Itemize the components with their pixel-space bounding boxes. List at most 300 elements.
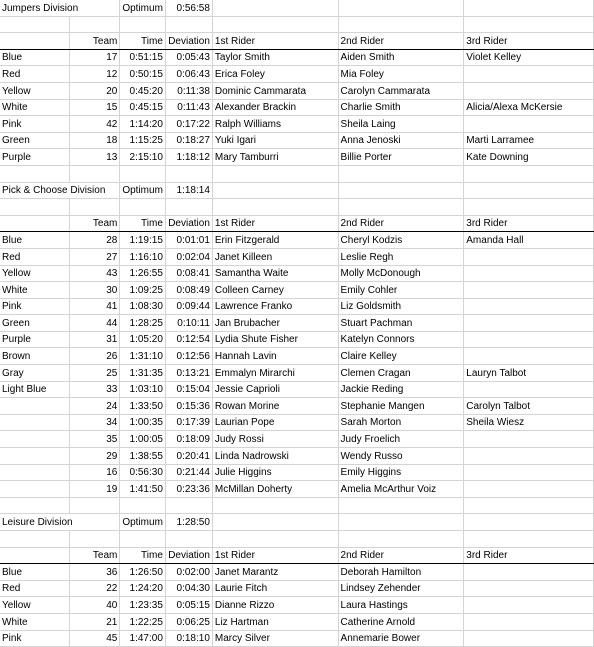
cell-team[interactable]: 28: [70, 232, 120, 249]
team-row: [0, 49, 594, 66]
empty-cell[interactable]: [212, 514, 338, 531]
cell-first-rider[interactable]: Rowan Morine: [212, 398, 338, 415]
cell-deviation[interactable]: 0:09:44: [165, 298, 212, 315]
cell-second-rider[interactable]: Liz Goldsmith: [338, 298, 464, 315]
empty-cell[interactable]: [120, 199, 166, 216]
empty-cell[interactable]: [338, 531, 464, 548]
cell-deviation[interactable]: 0:18:10: [165, 630, 212, 647]
team-row: [0, 99, 594, 116]
cell-team[interactable]: 40: [70, 597, 120, 614]
cell-first-rider[interactable]: Laurie Fitch: [212, 580, 338, 597]
cell-second-rider[interactable]: Carolyn Cammarata: [338, 82, 464, 99]
cell-team[interactable]: 43: [70, 265, 120, 282]
empty-cell[interactable]: [165, 199, 212, 216]
cell-deviation[interactable]: 0:02:00: [165, 564, 212, 581]
header-second-rider[interactable]: 2nd Rider: [338, 215, 464, 232]
cell-team[interactable]: 16: [70, 464, 120, 481]
cell-time[interactable]: 1:33:50: [120, 398, 166, 415]
empty-cell[interactable]: [212, 199, 338, 216]
team-row: [0, 82, 594, 99]
team-row: [0, 315, 594, 332]
cell-third-rider[interactable]: [464, 348, 594, 365]
cell-second-rider[interactable]: Leslie Regh: [338, 248, 464, 265]
cell-deviation[interactable]: 1:18:12: [165, 149, 212, 166]
header-second-rider[interactable]: 2nd Rider: [338, 547, 464, 564]
header-deviation[interactable]: Deviation: [165, 215, 212, 232]
cell-second-rider[interactable]: Stephanie Mangen: [338, 398, 464, 415]
cell-team[interactable]: 41: [70, 298, 120, 315]
empty-cell[interactable]: [165, 16, 212, 33]
cell-third-rider[interactable]: Marti Larramee: [464, 132, 594, 149]
cell-team[interactable]: 30: [70, 282, 120, 299]
cell-deviation[interactable]: 0:18:27: [165, 132, 212, 149]
cell-third-rider[interactable]: Alicia/Alexa McKersie: [464, 99, 594, 116]
cell-color[interactable]: Purple: [0, 331, 70, 348]
cell-first-rider[interactable]: Alexander Brackin: [212, 99, 338, 116]
team-row: [0, 481, 594, 498]
cell-third-rider[interactable]: [464, 282, 594, 299]
division-title-row: [0, 182, 594, 199]
cell-team[interactable]: 42: [70, 116, 120, 133]
cell-deviation[interactable]: 0:13:21: [165, 365, 212, 382]
team-row: [0, 149, 594, 166]
blank-row: [0, 531, 594, 548]
cell-first-rider[interactable]: Taylor Smith: [212, 49, 338, 66]
empty-cell[interactable]: [120, 531, 166, 548]
cell-time[interactable]: 1:22:25: [120, 613, 166, 630]
cell-deviation[interactable]: 0:05:43: [165, 49, 212, 66]
cell-time[interactable]: 1:19:15: [120, 232, 166, 249]
cell-third-rider[interactable]: Lauryn Talbot: [464, 365, 594, 382]
empty-cell[interactable]: [212, 16, 338, 33]
cell-deviation[interactable]: 0:08:49: [165, 282, 212, 299]
team-row: [0, 381, 594, 398]
header-time[interactable]: Time: [120, 547, 166, 564]
cell-team[interactable]: 33: [70, 381, 120, 398]
cell-time[interactable]: 1:05:20: [120, 331, 166, 348]
header-color[interactable]: [0, 547, 70, 564]
empty-cell[interactable]: [212, 182, 338, 199]
cell-second-rider[interactable]: Billie Porter: [338, 149, 464, 166]
cell-first-rider[interactable]: Judy Rossi: [212, 431, 338, 448]
empty-cell[interactable]: [0, 199, 70, 216]
empty-cell[interactable]: [212, 497, 338, 514]
empty-cell[interactable]: [338, 514, 464, 531]
cell-second-rider[interactable]: Katelyn Connors: [338, 331, 464, 348]
cell-color[interactable]: Green: [0, 315, 70, 332]
cell-time[interactable]: 1:31:35: [120, 365, 166, 382]
empty-cell[interactable]: [120, 165, 166, 182]
cell-color[interactable]: Green: [0, 132, 70, 149]
empty-cell[interactable]: [338, 497, 464, 514]
cell-first-rider[interactable]: Yuki Igari: [212, 132, 338, 149]
cell-second-rider[interactable]: Claire Kelley: [338, 348, 464, 365]
cell-first-rider[interactable]: Laurian Pope: [212, 414, 338, 431]
cell-color[interactable]: Yellow: [0, 265, 70, 282]
cell-third-rider[interactable]: [464, 464, 594, 481]
cell-third-rider[interactable]: [464, 564, 594, 581]
cell-time[interactable]: 0:51:15: [120, 49, 166, 66]
optimum-time[interactable]: 0:56:58: [165, 0, 212, 16]
cell-deviation[interactable]: 0:12:56: [165, 348, 212, 365]
cell-color[interactable]: Pink: [0, 116, 70, 133]
cell-team[interactable]: 13: [70, 149, 120, 166]
cell-first-rider[interactable]: Samantha Waite: [212, 265, 338, 282]
cell-deviation[interactable]: 0:05:15: [165, 597, 212, 614]
empty-cell[interactable]: [165, 497, 212, 514]
cell-deviation[interactable]: 0:10:11: [165, 315, 212, 332]
cell-second-rider[interactable]: Mia Foley: [338, 66, 464, 83]
column-header-row: [0, 547, 594, 564]
cell-second-rider[interactable]: Deborah Hamilton: [338, 564, 464, 581]
empty-cell[interactable]: [464, 531, 594, 548]
header-first-rider[interactable]: 1st Rider: [212, 215, 338, 232]
cell-second-rider[interactable]: Jackie Reding: [338, 381, 464, 398]
division-title[interactable]: Pick & Choose Division: [0, 182, 120, 199]
cell-color[interactable]: White: [0, 613, 70, 630]
team-row: [0, 414, 594, 431]
team-row: [0, 331, 594, 348]
team-row: [0, 265, 594, 282]
cell-second-rider[interactable]: Molly McDonough: [338, 265, 464, 282]
cell-second-rider[interactable]: Stuart Pachman: [338, 315, 464, 332]
cell-time[interactable]: 0:45:20: [120, 82, 166, 99]
cell-third-rider[interactable]: [464, 66, 594, 83]
cell-first-rider[interactable]: Emmalyn Mirarchi: [212, 365, 338, 382]
cell-color[interactable]: Pink: [0, 298, 70, 315]
cell-first-rider[interactable]: Janet Marantz: [212, 564, 338, 581]
cell-team[interactable]: 15: [70, 99, 120, 116]
empty-cell[interactable]: [464, 182, 594, 199]
cell-third-rider[interactable]: [464, 431, 594, 448]
cell-deviation[interactable]: 0:11:43: [165, 99, 212, 116]
division-title[interactable]: Jumpers Division: [0, 0, 120, 16]
team-row: [0, 464, 594, 481]
empty-cell[interactable]: [464, 16, 594, 33]
cell-color[interactable]: White: [0, 99, 70, 116]
empty-cell[interactable]: [0, 497, 70, 514]
cell-third-rider[interactable]: [464, 248, 594, 265]
team-row: [0, 613, 594, 630]
cell-third-rider[interactable]: [464, 613, 594, 630]
header-team[interactable]: Team: [70, 215, 120, 232]
cell-time[interactable]: 1:28:25: [120, 315, 166, 332]
cell-third-rider[interactable]: Violet Kelley: [464, 49, 594, 66]
cell-color[interactable]: Purple: [0, 149, 70, 166]
cell-deviation[interactable]: 0:23:36: [165, 481, 212, 498]
cell-color[interactable]: [0, 464, 70, 481]
cell-second-rider[interactable]: Laura Hastings: [338, 597, 464, 614]
cell-time[interactable]: 1:00:35: [120, 414, 166, 431]
cell-team[interactable]: 22: [70, 580, 120, 597]
cell-color[interactable]: Gray: [0, 365, 70, 382]
cell-deviation[interactable]: 0:08:41: [165, 265, 212, 282]
cell-deviation[interactable]: 0:04:30: [165, 580, 212, 597]
cell-deviation[interactable]: 0:20:41: [165, 448, 212, 465]
cell-time[interactable]: 1:41:50: [120, 481, 166, 498]
column-header-row: [0, 215, 594, 232]
cell-third-rider[interactable]: Sheila Wiesz: [464, 414, 594, 431]
cell-color[interactable]: Red: [0, 248, 70, 265]
empty-cell[interactable]: [464, 497, 594, 514]
cell-second-rider[interactable]: Emily Cohler: [338, 282, 464, 299]
cell-third-rider[interactable]: [464, 448, 594, 465]
cell-third-rider[interactable]: Amanda Hall: [464, 232, 594, 249]
cell-color[interactable]: Yellow: [0, 597, 70, 614]
empty-cell[interactable]: [120, 16, 166, 33]
cell-time[interactable]: 0:50:15: [120, 66, 166, 83]
cell-first-rider[interactable]: Hannah Lavin: [212, 348, 338, 365]
empty-cell[interactable]: [464, 0, 594, 16]
cell-color[interactable]: Red: [0, 66, 70, 83]
team-row: [0, 365, 594, 382]
cell-time[interactable]: 1:38:55: [120, 448, 166, 465]
empty-cell[interactable]: [464, 514, 594, 531]
header-time[interactable]: Time: [120, 215, 166, 232]
cell-color[interactable]: [0, 398, 70, 415]
cell-color[interactable]: White: [0, 282, 70, 299]
cell-time[interactable]: 1:00:05: [120, 431, 166, 448]
header-team[interactable]: Team: [70, 547, 120, 564]
cell-third-rider[interactable]: [464, 82, 594, 99]
empty-cell[interactable]: [70, 165, 120, 182]
team-row: [0, 66, 594, 83]
cell-second-rider[interactable]: Charlie Smith: [338, 99, 464, 116]
cell-first-rider[interactable]: Lawrence Franko: [212, 298, 338, 315]
empty-cell[interactable]: [165, 531, 212, 548]
header-second-rider[interactable]: 2nd Rider: [338, 33, 464, 50]
cell-second-rider[interactable]: Cheryl Kodzis: [338, 232, 464, 249]
cell-time[interactable]: 1:31:10: [120, 348, 166, 365]
cell-deviation[interactable]: 0:02:04: [165, 248, 212, 265]
header-first-rider[interactable]: 1st Rider: [212, 33, 338, 50]
team-row: [0, 564, 594, 581]
cell-first-rider[interactable]: Marcy Silver: [212, 630, 338, 647]
cell-color[interactable]: Yellow: [0, 82, 70, 99]
header-deviation[interactable]: Deviation: [165, 547, 212, 564]
column-header-row: [0, 33, 594, 50]
empty-cell[interactable]: [0, 16, 70, 33]
cell-second-rider[interactable]: Annemarie Bower: [338, 630, 464, 647]
optimum-label[interactable]: Optimum: [120, 182, 166, 199]
cell-team[interactable]: 27: [70, 248, 120, 265]
header-time[interactable]: Time: [120, 33, 166, 50]
cell-third-rider[interactable]: [464, 597, 594, 614]
blank-row: [0, 165, 594, 182]
cell-first-rider[interactable]: Lydia Shute Fisher: [212, 331, 338, 348]
empty-cell[interactable]: [464, 199, 594, 216]
cell-second-rider[interactable]: Amelia McArthur Voiz: [338, 481, 464, 498]
cell-time[interactable]: 1:24:20: [120, 580, 166, 597]
cell-team[interactable]: 25: [70, 365, 120, 382]
cell-third-rider[interactable]: [464, 265, 594, 282]
cell-team[interactable]: 18: [70, 132, 120, 149]
cell-third-rider[interactable]: Kate Downing: [464, 149, 594, 166]
cell-first-rider[interactable]: Julie Higgins: [212, 464, 338, 481]
cell-deviation[interactable]: 0:17:39: [165, 414, 212, 431]
cell-deviation[interactable]: 0:06:43: [165, 66, 212, 83]
cell-third-rider[interactable]: [464, 630, 594, 647]
cell-team[interactable]: 29: [70, 448, 120, 465]
cell-color[interactable]: Blue: [0, 49, 70, 66]
empty-cell[interactable]: [0, 531, 70, 548]
cell-first-rider[interactable]: Erin Fitzgerald: [212, 232, 338, 249]
header-third-rider[interactable]: 3rd Rider: [464, 547, 594, 564]
cell-deviation[interactable]: 0:21:44: [165, 464, 212, 481]
cell-team[interactable]: 26: [70, 348, 120, 365]
cell-third-rider[interactable]: [464, 116, 594, 133]
division-title[interactable]: Leisure Division: [0, 514, 120, 531]
cell-third-rider[interactable]: [464, 331, 594, 348]
optimum-time[interactable]: 1:18:14: [165, 182, 212, 199]
cell-team[interactable]: 24: [70, 398, 120, 415]
cell-second-rider[interactable]: Emily Higgins: [338, 464, 464, 481]
header-team[interactable]: Team: [70, 33, 120, 50]
cell-time[interactable]: 0:56:30: [120, 464, 166, 481]
team-row: [0, 448, 594, 465]
cell-team[interactable]: 19: [70, 481, 120, 498]
team-row: [0, 132, 594, 149]
cell-deviation[interactable]: 0:01:01: [165, 232, 212, 249]
cell-team[interactable]: 35: [70, 431, 120, 448]
cell-third-rider[interactable]: [464, 580, 594, 597]
team-row: [0, 282, 594, 299]
cell-color[interactable]: [0, 414, 70, 431]
cell-color[interactable]: [0, 448, 70, 465]
cell-color[interactable]: Brown: [0, 348, 70, 365]
cell-team[interactable]: 17: [70, 49, 120, 66]
cell-second-rider[interactable]: Judy Froelich: [338, 431, 464, 448]
cell-time[interactable]: 1:14:20: [120, 116, 166, 133]
empty-cell[interactable]: [70, 199, 120, 216]
empty-cell[interactable]: [338, 16, 464, 33]
team-row: [0, 116, 594, 133]
cell-second-rider[interactable]: Wendy Russo: [338, 448, 464, 465]
header-deviation[interactable]: Deviation: [165, 33, 212, 50]
empty-cell[interactable]: [70, 16, 120, 33]
empty-cell[interactable]: [338, 165, 464, 182]
cell-deviation[interactable]: 0:12:54: [165, 331, 212, 348]
cell-first-rider[interactable]: Mary Tamburri: [212, 149, 338, 166]
cell-second-rider[interactable]: Anna Jenoski: [338, 132, 464, 149]
cell-second-rider[interactable]: Catherine Arnold: [338, 613, 464, 630]
cell-second-rider[interactable]: Sheila Laing: [338, 116, 464, 133]
cell-team[interactable]: 20: [70, 82, 120, 99]
cell-time[interactable]: 1:03:10: [120, 381, 166, 398]
empty-cell[interactable]: [212, 165, 338, 182]
empty-cell[interactable]: [338, 199, 464, 216]
cell-first-rider[interactable]: Dianne Rizzo: [212, 597, 338, 614]
cell-deviation[interactable]: 0:11:38: [165, 82, 212, 99]
cell-color[interactable]: Pink: [0, 630, 70, 647]
cell-team[interactable]: 34: [70, 414, 120, 431]
cell-first-rider[interactable]: Jan Brubacher: [212, 315, 338, 332]
empty-cell[interactable]: [120, 497, 166, 514]
cell-time[interactable]: 0:45:15: [120, 99, 166, 116]
blank-row: [0, 16, 594, 33]
cell-time[interactable]: 1:08:30: [120, 298, 166, 315]
cell-deviation[interactable]: 0:15:04: [165, 381, 212, 398]
empty-cell[interactable]: [212, 0, 338, 16]
cell-first-rider[interactable]: McMillan Doherty: [212, 481, 338, 498]
header-first-rider[interactable]: 1st Rider: [212, 547, 338, 564]
cell-first-rider[interactable]: Erica Foley: [212, 66, 338, 83]
empty-cell[interactable]: [338, 0, 464, 16]
empty-cell[interactable]: [464, 165, 594, 182]
optimum-label[interactable]: Optimum: [120, 0, 166, 16]
cell-third-rider[interactable]: [464, 315, 594, 332]
team-row: [0, 630, 594, 647]
empty-cell[interactable]: [70, 531, 120, 548]
cell-team[interactable]: 45: [70, 630, 120, 647]
cell-time[interactable]: 1:26:50: [120, 564, 166, 581]
header-third-rider[interactable]: 3rd Rider: [464, 215, 594, 232]
empty-cell[interactable]: [0, 165, 70, 182]
cell-time[interactable]: 1:09:25: [120, 282, 166, 299]
cell-color[interactable]: Light Blue: [0, 381, 70, 398]
cell-deviation[interactable]: 0:06:25: [165, 613, 212, 630]
cell-third-rider[interactable]: Carolyn Talbot: [464, 398, 594, 415]
cell-second-rider[interactable]: Sarah Morton: [338, 414, 464, 431]
team-row: [0, 398, 594, 415]
cell-time[interactable]: 1:16:10: [120, 248, 166, 265]
header-third-rider[interactable]: 3rd Rider: [464, 33, 594, 50]
cell-second-rider[interactable]: Lindsey Zehender: [338, 580, 464, 597]
cell-team[interactable]: 21: [70, 613, 120, 630]
cell-first-rider[interactable]: Janet Killeen: [212, 248, 338, 265]
cell-third-rider[interactable]: [464, 381, 594, 398]
cell-third-rider[interactable]: [464, 481, 594, 498]
cell-second-rider[interactable]: Aiden Smith: [338, 49, 464, 66]
cell-deviation[interactable]: 0:17:22: [165, 116, 212, 133]
empty-cell[interactable]: [70, 497, 120, 514]
cell-team[interactable]: 44: [70, 315, 120, 332]
cell-deviation[interactable]: 0:15:36: [165, 398, 212, 415]
cell-third-rider[interactable]: [464, 298, 594, 315]
cell-color[interactable]: Red: [0, 580, 70, 597]
optimum-label[interactable]: Optimum: [120, 514, 166, 531]
cell-time[interactable]: 1:47:00: [120, 630, 166, 647]
cell-color[interactable]: [0, 481, 70, 498]
cell-first-rider[interactable]: Liz Hartman: [212, 613, 338, 630]
cell-team[interactable]: 31: [70, 331, 120, 348]
cell-first-rider[interactable]: Ralph Williams: [212, 116, 338, 133]
cell-team[interactable]: 36: [70, 564, 120, 581]
cell-color[interactable]: [0, 431, 70, 448]
cell-color[interactable]: Blue: [0, 564, 70, 581]
cell-first-rider[interactable]: Dominic Cammarata: [212, 82, 338, 99]
cell-time[interactable]: 1:15:25: [120, 132, 166, 149]
cell-second-rider[interactable]: Clemen Cragan: [338, 365, 464, 382]
header-color[interactable]: [0, 33, 70, 50]
cell-time[interactable]: 1:23:35: [120, 597, 166, 614]
division-title-row: [0, 0, 594, 16]
cell-color[interactable]: Blue: [0, 232, 70, 249]
cell-first-rider[interactable]: Linda Nadrowski: [212, 448, 338, 465]
empty-cell[interactable]: [165, 165, 212, 182]
cell-team[interactable]: 12: [70, 66, 120, 83]
optimum-time[interactable]: 1:28:50: [165, 514, 212, 531]
cell-time[interactable]: 2:15:10: [120, 149, 166, 166]
cell-deviation[interactable]: 0:18:09: [165, 431, 212, 448]
cell-first-rider[interactable]: Jessie Caprioli: [212, 381, 338, 398]
cell-time[interactable]: 1:26:55: [120, 265, 166, 282]
empty-cell[interactable]: [212, 531, 338, 548]
team-row: [0, 232, 594, 249]
cell-first-rider[interactable]: Colleen Carney: [212, 282, 338, 299]
header-color[interactable]: [0, 215, 70, 232]
empty-cell[interactable]: [338, 182, 464, 199]
